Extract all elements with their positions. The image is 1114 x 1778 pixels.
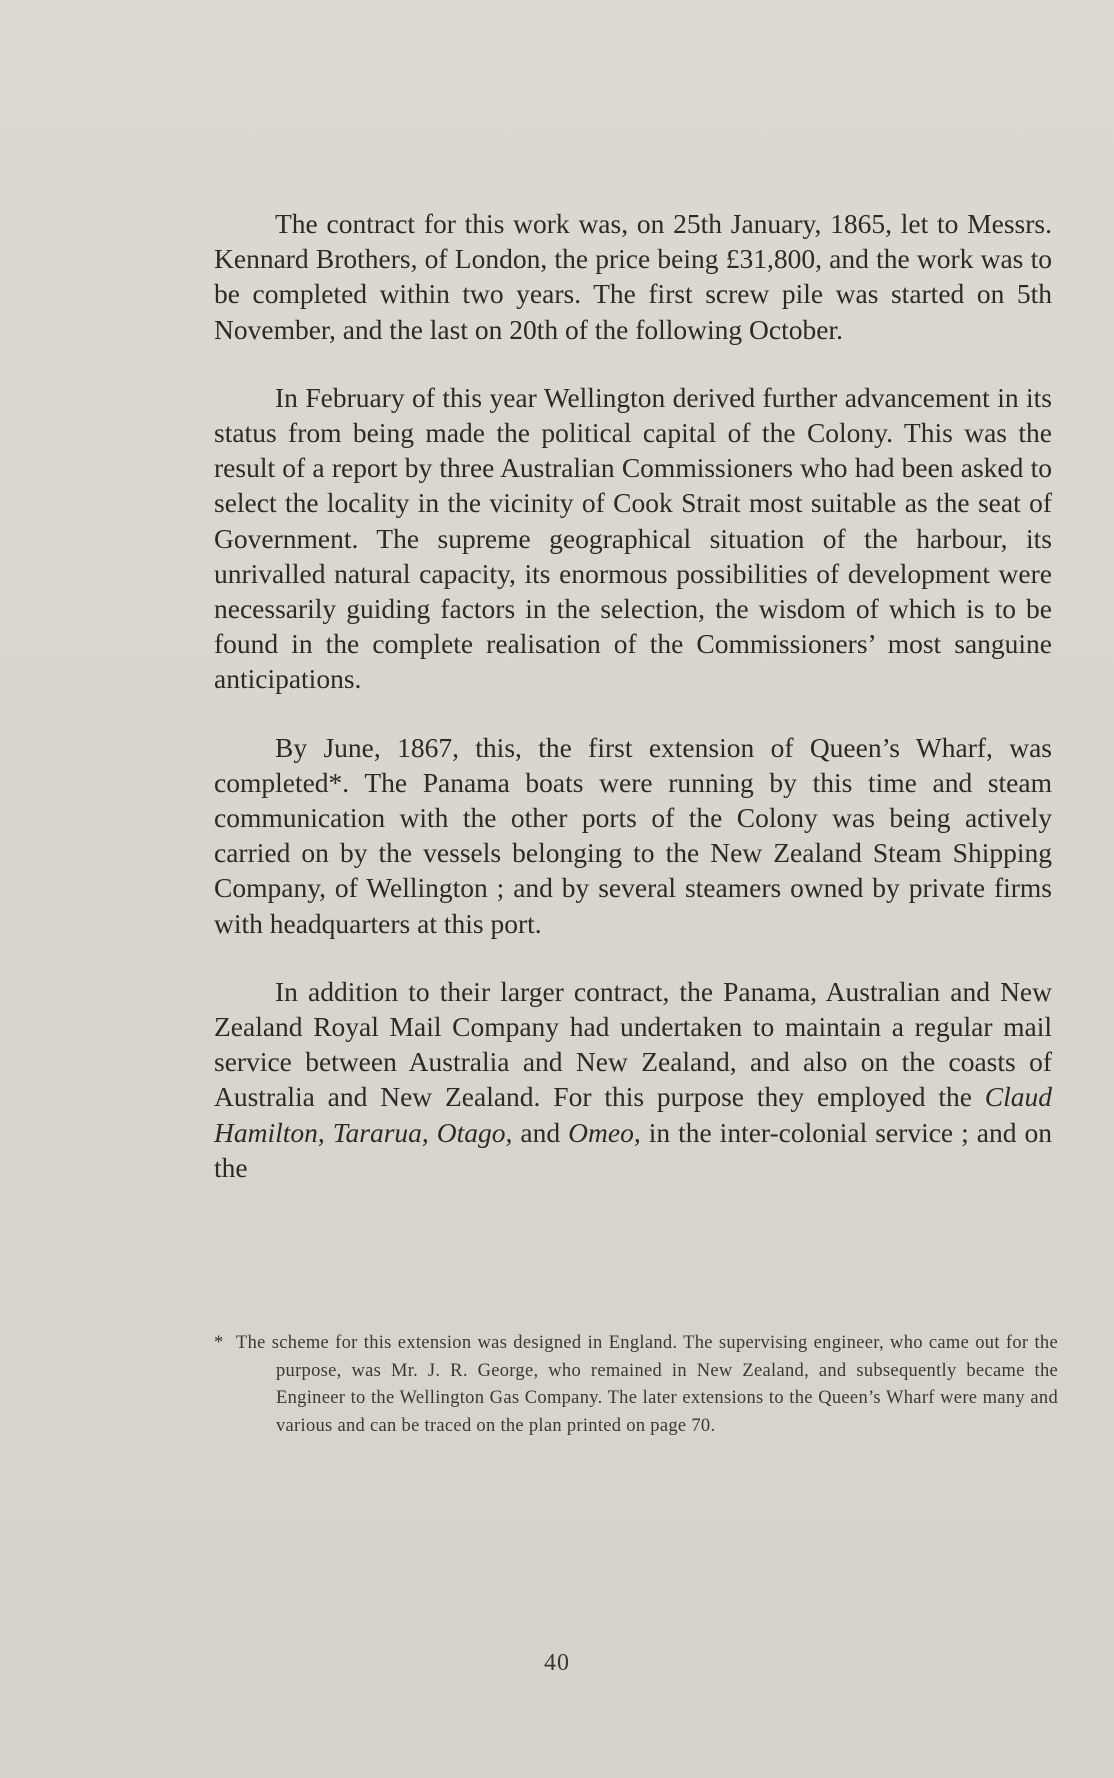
paragraph-text: in the inter-colonial service ; and on the <box>214 1116 1052 1183</box>
paragraph-text: In addition to their larger contract, the Panama, Australian and New Zealand Royal Mail Company had undertaken to maintain a regular mail service between Australia and New Zealand, and also on the coasts of Australia and New Zealand. For this purpose they employed the <box>214 975 1052 1113</box>
paragraph <box>214 206 1052 347</box>
footnote-marker: * <box>214 1333 224 1353</box>
page-number: 40 <box>544 1650 570 1676</box>
paragraph <box>214 974 1052 1185</box>
footnote-text: The scheme for this extension was designed in England. The supervising engineer, who came out for the purpose, was Mr. J. R. George, who remained in New Zealand, and subsequently became the Engineer to the Wellington Gas Company. The later extensions to the Queen’s Wharf were many and various and can be traced on the plan printed on page 70. <box>236 1333 1058 1436</box>
italic-ship-names: Claud Hamilton, Tararua, Otago, <box>214 1081 1052 1148</box>
paragraph <box>214 380 1052 697</box>
paragraph-text: By June, 1867, this, the first extension of Queen’s Wharf, was completed*. The Panama boats were running by this time and steam communication with the other ports of the Colony was being actively carried on by the vessels belonging to the New Zealand Steam Shipping Company, of Wellington ; and by several steamers owned by private firms with headquarters at this port. <box>214 731 1052 939</box>
paragraph <box>214 730 1052 941</box>
paragraph-text: and <box>512 1116 569 1148</box>
paragraph-text: In February of this year Wellington derived further advancement in its status from being made the political capital of the Colony. This was the result of a report by three Australian Commissioners who had been asked to select the locality in the vicinity of Cook Strait most suitable as the seat of Government. The supreme geographical situation of the harbour, its unrivalled natural capacity, its enormous possibilities of development were necessarily guiding factors in the selection, the wisdom of which is to be found in the complete realisation of the Commissioners’ most sanguine anticipations. <box>214 381 1052 695</box>
body-text <box>214 206 1052 1218</box>
italic-ship-names: Omeo, <box>568 1116 641 1148</box>
paragraph-text: The contract for this work was, on 25th January, 1865, let to Messrs. Kennard Brothers, of London, the price being £31,800, and the work was to be completed within two years. The first screw pile was started on 5th November, and the last on 20th of the following October. <box>214 208 1052 345</box>
footnote <box>214 1330 1058 1440</box>
